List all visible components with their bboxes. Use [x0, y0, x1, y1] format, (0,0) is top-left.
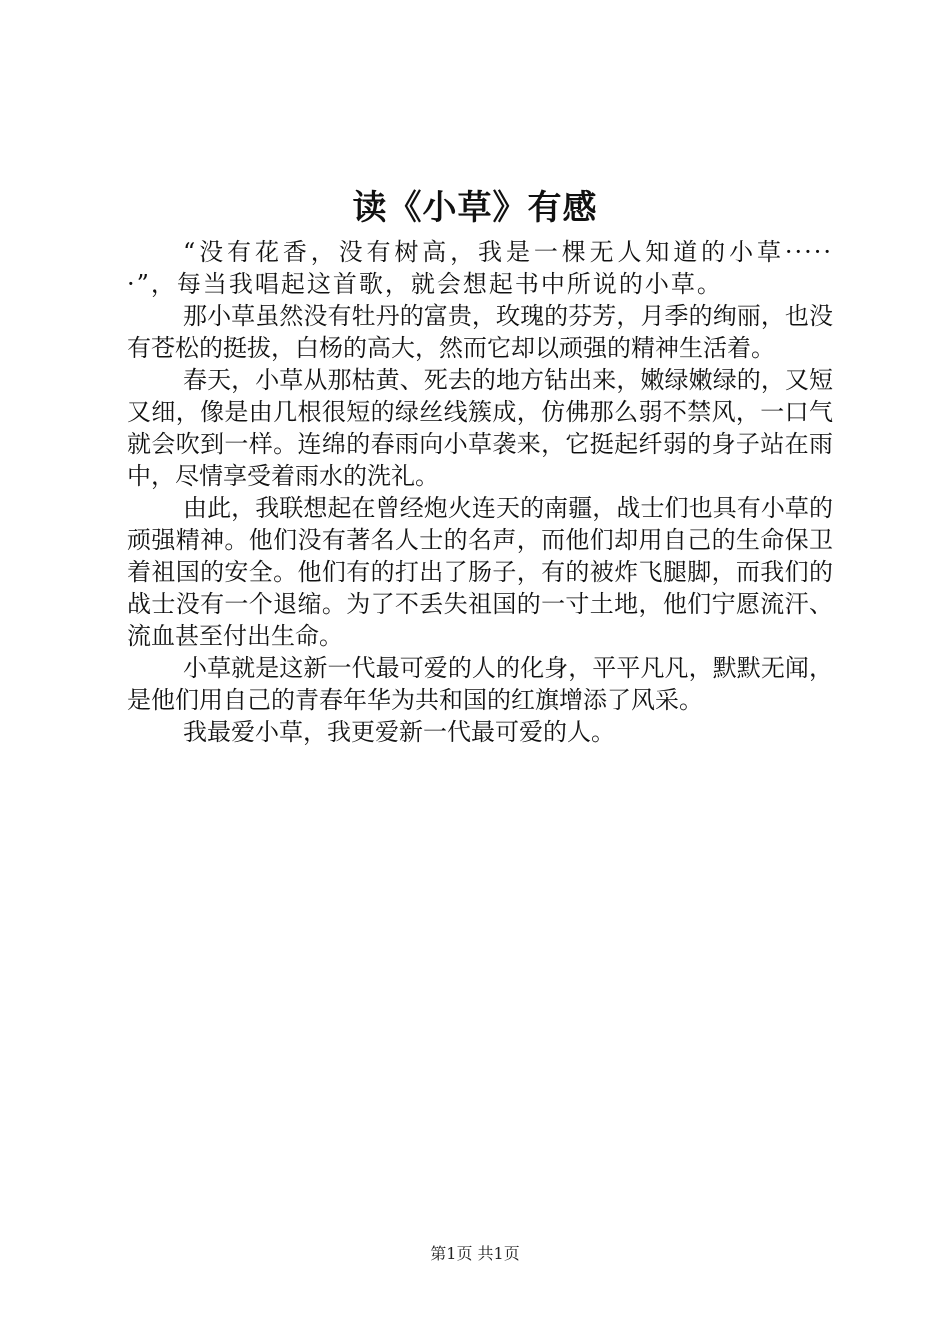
paragraph-4: 由此，我联想起在曾经炮火连天的南疆，战士们也具有小草的顽强精神。他们没有著名人士的名声，而他们却用自己的生命保卫着祖国的安全。他们有的打出了肠子，有的被炸飞腿脚，而我们的战士没有一个退缩。为了不丢失祖国的一寸土地，他们宁愿流汗、流血甚至付出生命。: [127, 494, 833, 650]
paragraph-5: 小草就是这新一代最可爱的人的化身，平平凡凡，默默无闻，是他们用自己的青春年华为共和国的红旗增添了风采。: [127, 654, 833, 714]
document-title: 读《小草》有感: [352, 188, 598, 228]
page-footer: 第1页 共1页: [430, 1244, 520, 1263]
paragraph-6: 我最爱小草，我更爱新一代最可爱的人。: [183, 718, 615, 746]
paragraph-3: 春天，小草从那枯黄、死去的地方钻出来，嫩绿嫩绿的，又短又细，像是由几根很短的绿丝线簇成，仿佛那么弱不禁风，一口气就会吹到一样。连绵的春雨向小草袭来，它挺起纤弱的身子站在雨中，尽情享受着雨水的洗礼。: [127, 366, 833, 490]
paragraph-1: “没有花香，没有树高，我是一棵无人知道的小草······”，每当我唱起这首歌，就会想起书中所说的小草。: [127, 238, 833, 298]
document-body: [127, 236, 833, 748]
paragraph-2: 那小草虽然没有牡丹的富贵，玫瑰的芬芳，月季的绚丽，也没有苍松的挺拔，白杨的高大，然而它却以顽强的精神生活着。: [127, 302, 833, 362]
